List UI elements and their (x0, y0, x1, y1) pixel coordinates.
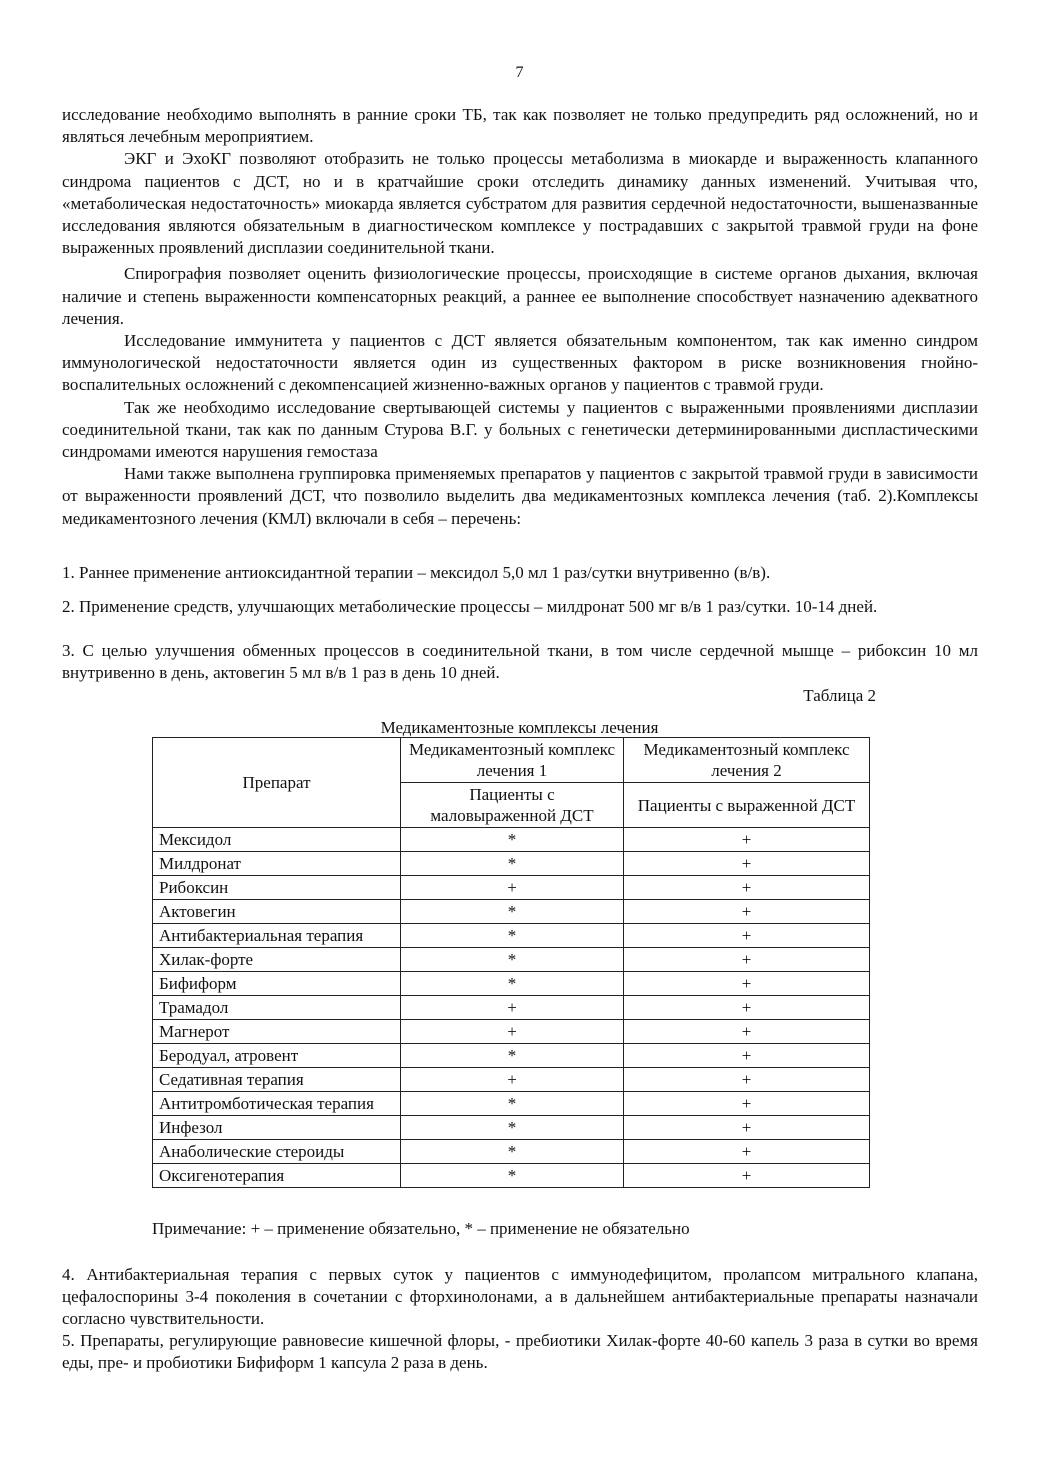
header-drug: Препарат (153, 738, 401, 828)
drug-cell: Актовегин (153, 900, 401, 924)
kml2-cell: + (624, 852, 870, 876)
table-row (153, 1020, 870, 1044)
paragraph: исследование необходимо выполнять в ранние сроки ТБ, так как позволяет не только предупредить ряд осложнений, но и являться лечебным мероприятием. (62, 105, 978, 147)
list-item: 2. Применение средств, улучшающих метаболические процессы – милдронат 500 мг в/в 1 раз/сутки. 10-14 дней. (62, 597, 878, 616)
list-item: 4. Антибактериальная терапия с первых суток у пациентов с иммунодефицитом, пролапсом митрального клапана, цефалоспорины 3-4 поколения в сочетании с фторхинолонами, а в дальнейшем антибактериальные препараты назначали согласно чувствительности. (62, 1265, 978, 1329)
kml2-cell: + (624, 1116, 870, 1140)
drug-cell: Оксигенотерапия (153, 1164, 401, 1188)
drug-cell: Беродуал, атровент (153, 1044, 401, 1068)
kml1-cell: * (401, 828, 624, 852)
paragraph: Спирография позволяет оценить физиологические процессы, происходящие в системе органов дыхания, включая наличие и степень выраженности компенсаторных реакций, а раннее ее выполнение способствует назначению адекватного лечения. (62, 264, 978, 328)
list-item: 3. С целью улучшения обменных процессов в соединительной ткани, в том числе сердечной мышце – рибоксин 10 мл внутривенно в день, актовегин 5 мл в/в 1 раз в день 10 дней. (62, 641, 978, 683)
table-row (153, 828, 870, 852)
drug-cell: Седативная терапия (153, 1068, 401, 1092)
table-row (153, 996, 870, 1020)
kml2-cell: + (624, 1164, 870, 1188)
list-item: 1. Раннее применение антиоксидантной терапии – мексидол 5,0 мл 1 раз/сутки внутривенно (в/в). (62, 563, 771, 582)
drug-cell: Антитромботическая терапия (153, 1092, 401, 1116)
kml1-cell: * (401, 1044, 624, 1068)
drug-cell: Рибоксин (153, 876, 401, 900)
table-row (153, 1068, 870, 1092)
table-row (153, 1092, 870, 1116)
table-row (153, 924, 870, 948)
kml2-cell: + (624, 948, 870, 972)
kml2-cell: + (624, 924, 870, 948)
kml2-cell: + (624, 876, 870, 900)
kml1-cell: * (401, 1164, 624, 1188)
drug-cell: Трамадол (153, 996, 401, 1020)
paragraph: ЭКГ и ЭхоКГ позволяют отобразить не только процессы метаболизма в миокарде и выраженность клапанного синдрома пациентов с ДСТ, но и в кратчайшие сроки отследить динамику данных изменений. Учитывая что, «метаболическая недостаточность» миокарда является субстратом для развития сердечной недостаточности, вышеназванные исследования являются обязательным в диагностическом комплексе у пострадавших с закрытой травмой груди на фоне выраженных проявлений дисплазии соединительной ткани. (62, 149, 978, 258)
paragraph: Нами также выполнена группировка применяемых препаратов у пациентов с закрытой травмой груди в зависимости от выраженности проявлений ДСТ, что позволило выделить два медикаментозных комплекса лечения (таб. 2).Комплексы медикаментозного лечения (КМЛ) включали в себя – перечень: (62, 464, 978, 528)
header-kml1: Медикаментозный комплекс лечения 1 (401, 738, 624, 783)
drug-cell: Хилак-форте (153, 948, 401, 972)
header-group2: Пациенты с выраженной ДСТ (624, 783, 870, 828)
table-row (153, 852, 870, 876)
kml2-cell: + (624, 1020, 870, 1044)
kml1-cell: * (401, 924, 624, 948)
kml2-cell: + (624, 828, 870, 852)
table-row (153, 1044, 870, 1068)
page-number: 7 (515, 64, 524, 81)
list-item: 5. Препараты, регулирующие равновесие кишечной флоры, - пребиотики Хилак-форте 40-60 капель 3 раза в сутки во время еды, пре- и пробиотики Бифиформ 1 капсула 2 раза в день. (62, 1331, 978, 1373)
drug-cell: Анаболические стероиды (153, 1140, 401, 1164)
kml1-cell: * (401, 948, 624, 972)
kml2-cell: + (624, 1092, 870, 1116)
drug-cell: Бифиформ (153, 972, 401, 996)
table-row (153, 1164, 870, 1188)
kml2-cell: + (624, 900, 870, 924)
kml1-cell: * (401, 1092, 624, 1116)
header-group1: Пациенты с маловыраженной ДСТ (401, 783, 624, 828)
drug-cell: Мексидол (153, 828, 401, 852)
drug-cell: Инфезол (153, 1116, 401, 1140)
medication-table (152, 737, 870, 1188)
kml2-cell: + (624, 996, 870, 1020)
kml1-cell: * (401, 972, 624, 996)
table-row (153, 1116, 870, 1140)
table-label: Таблица 2 (803, 686, 876, 705)
body-text (62, 104, 978, 530)
kml1-cell: + (401, 876, 624, 900)
table-row (153, 972, 870, 996)
kml1-cell: * (401, 1116, 624, 1140)
drug-cell: Милдронат (153, 852, 401, 876)
table-title: Медикаментозные комплексы лечения (380, 718, 659, 737)
kml1-cell: + (401, 1068, 624, 1092)
table-row (153, 948, 870, 972)
kml1-cell: * (401, 900, 624, 924)
kml1-cell: + (401, 996, 624, 1020)
paragraph: Исследование иммунитета у пациентов с ДСТ является обязательным компонентом, так как именно синдром иммунологической недостаточности является один из существенных фактором в риске возникновения гнойно-воспалительных осложнений с декомпенсацией жизненно-важных органов у пациентов с травмой груди. (62, 331, 978, 395)
kml2-cell: + (624, 1044, 870, 1068)
kml1-cell: * (401, 852, 624, 876)
drug-cell: Магнерот (153, 1020, 401, 1044)
table-note: Примечание: + – применение обязательно, * – применение не обязательно (152, 1219, 690, 1238)
kml2-cell: + (624, 1140, 870, 1164)
table-row (153, 876, 870, 900)
kml1-cell: + (401, 1020, 624, 1044)
table-row (153, 900, 870, 924)
header-kml2: Медикаментозный комплекс лечения 2 (624, 738, 870, 783)
kml1-cell: * (401, 1140, 624, 1164)
kml2-cell: + (624, 972, 870, 996)
table-row (153, 1140, 870, 1164)
kml2-cell: + (624, 1068, 870, 1092)
paragraph: Так же необходимо исследование свертывающей системы у пациентов с выраженными проявлениями дисплазии соединительной ткани, так как по данным Стурова В.Г. у больных с генетически детерминированными диспластическими синдромами имеются нарушения гемостаза (62, 397, 978, 462)
drug-cell: Антибактериальная терапия (153, 924, 401, 948)
